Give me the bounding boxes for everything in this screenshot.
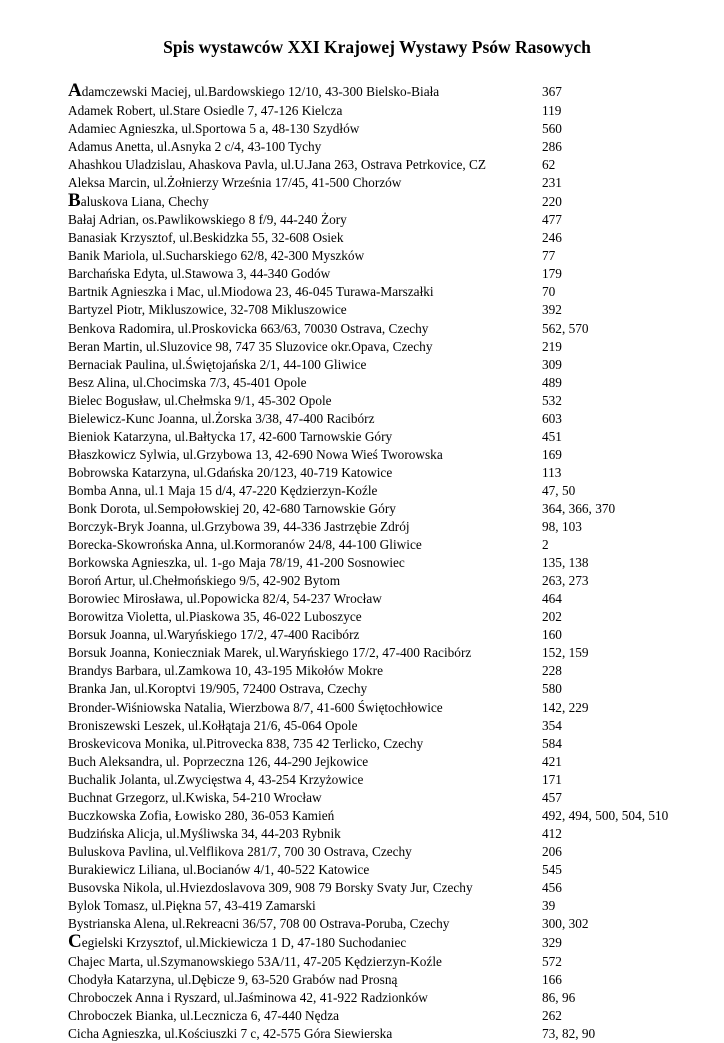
exhibitor-row	[68, 699, 708, 717]
exhibitor-name-address: Besz Alina, ul.Chocimska 7/3, 45-401 Opole	[68, 374, 307, 390]
catalog-numbers: 142, 229	[542, 699, 589, 715]
catalog-numbers: 545	[542, 861, 562, 877]
exhibitor-name-address: Adamus Anetta, ul.Asnyka 2 c/4, 43-100 Tychy	[68, 138, 322, 154]
catalog-numbers: 603	[542, 410, 562, 426]
exhibitor-row	[68, 572, 708, 590]
exhibitor-name-address: Beran Martin, ul.Sluzovice 98, 747 35 Sluzovice okr.Opava, Czechy	[68, 338, 433, 354]
exhibitor-row	[68, 138, 708, 156]
exhibitor-name-address: Ahashkou Uladzislau, Ahaskova Pavla, ul.U.Jana 263, Ostrava Petrkovice, CZ	[68, 156, 487, 172]
catalog-numbers: 206	[542, 843, 562, 859]
catalog-numbers: 451	[542, 428, 562, 444]
exhibitor-row	[68, 753, 708, 771]
exhibitor-name-address: Buluskova Pavlina, ul.Velflikova 281/7, 700 30 Ostrava, Czechy	[68, 843, 412, 859]
exhibitor-name-address: Buchalik Jolanta, ul.Zwycięstwa 4, 43-254 Krzyżowice	[68, 771, 364, 787]
exhibitor-row	[68, 807, 708, 825]
exhibitor-row	[68, 662, 708, 680]
exhibitor-name-address: Buczkowska Zofia, Łowisko 280, 36-053 Kamień	[68, 807, 335, 823]
catalog-numbers: 354	[542, 717, 562, 733]
exhibitor-row	[68, 189, 708, 212]
exhibitor-name-address: Bystrianska Alena, ul.Rekreacni 36/57, 708 00 Ostrava-Poruba, Czechy	[68, 916, 450, 932]
exhibitor-name-address: Borowitza Violetta, ul.Piaskowa 35, 46-022 Luboszyce	[68, 609, 362, 625]
exhibitor-row	[68, 428, 708, 446]
catalog-numbers: 464	[542, 591, 562, 607]
catalog-numbers: 364, 366, 370	[542, 500, 616, 516]
catalog-numbers: 246	[542, 230, 562, 246]
exhibitor-name-address: Borecka-Skowrońska Anna, ul.Kormoranów 24/8, 44-100 Gliwice	[68, 537, 422, 553]
catalog-numbers: 77	[542, 248, 556, 264]
exhibitor-row	[68, 211, 708, 229]
exhibitor-row	[68, 1025, 708, 1043]
exhibitor-name-address: Bielewicz-Kunc Joanna, ul.Żorska 3/38, 47-400 Racibórz	[68, 410, 375, 426]
catalog-numbers: 477	[542, 212, 562, 228]
section-initial-letter: B	[68, 189, 81, 211]
catalog-numbers: 228	[542, 663, 562, 679]
section-initial-letter: C	[68, 931, 82, 953]
exhibitor-name-address: Chajec Marta, ul.Szymanowskiego 53A/11, 47-205 Kędzierzyn-Koźle	[68, 953, 442, 969]
exhibitor-name-address: Cegielski Krzysztof, ul.Mickiewicza 1 D, 47-180 Suchodaniec	[68, 931, 407, 953]
catalog-numbers: 489	[542, 374, 562, 390]
document-title: Spis wystawców XXI Krajowej Wystawy Psów Rasowych	[163, 37, 591, 57]
exhibitor-name-address: Bronder-Wiśniowska Natalia, Wierzbowa 8/7, 41-600 Świętochłowice	[68, 699, 443, 715]
catalog-numbers: 113	[542, 464, 562, 480]
exhibitor-row	[68, 879, 708, 897]
exhibitor-row	[68, 174, 708, 192]
exhibitor-name-address: Baluskova Liana, Chechy	[68, 189, 209, 211]
exhibitor-name-address: Borowiec Mirosława, ul.Popowicka 82/4, 54-237 Wrocław	[68, 591, 382, 607]
exhibitor-row	[68, 680, 708, 698]
exhibitor-row	[68, 1007, 708, 1025]
exhibitor-name-address: Branka Jan, ul.Koroptvi 19/905, 72400 Ostrava, Czechy	[68, 681, 368, 697]
catalog-numbers: 560	[542, 120, 562, 136]
exhibitor-name-address: Banik Mariola, ul.Sucharskiego 62/8, 42-300 Myszków	[68, 248, 365, 264]
exhibitor-row	[68, 446, 708, 464]
exhibitor-row	[68, 265, 708, 283]
exhibitor-row	[68, 156, 708, 174]
exhibitor-row	[68, 861, 708, 879]
exhibitor-row	[68, 464, 708, 482]
exhibitor-row	[68, 392, 708, 410]
catalog-numbers: 231	[542, 174, 562, 190]
exhibitor-row	[68, 536, 708, 554]
exhibitor-row	[68, 644, 708, 662]
catalog-numbers: 70	[542, 284, 556, 300]
catalog-numbers: 62	[542, 156, 556, 172]
catalog-numbers: 457	[542, 789, 562, 805]
exhibitor-name-address: Bartnik Agnieszka i Mac, ul.Miodowa 23, 46-045 Turawa-Marszałki	[68, 284, 434, 300]
exhibitor-name-address: Chodyła Katarzyna, ul.Dębicze 9, 63-520 Grabów nad Prosną	[68, 971, 398, 987]
catalog-numbers: 562, 570	[542, 320, 589, 336]
catalog-numbers: 98, 103	[542, 519, 582, 535]
exhibitor-name-address: Bernaciak Paulina, ul.Świętojańska 2/1, 44-100 Gliwice	[68, 356, 367, 372]
catalog-numbers: 286	[542, 138, 562, 154]
catalog-numbers: 412	[542, 825, 562, 841]
catalog-numbers: 135, 138	[542, 555, 589, 571]
exhibitor-name-address: Buchnat Grzegorz, ul.Kwiska, 54-210 Wrocław	[68, 789, 322, 805]
catalog-numbers: 456	[542, 879, 562, 895]
exhibitor-name-address: Budzińska Alicja, ul.Myśliwska 34, 44-203 Rybnik	[68, 825, 341, 841]
catalog-numbers: 2	[542, 537, 549, 553]
exhibitor-name-address: Borkowska Agnieszka, ul. 1-go Maja 78/19, 41-200 Sosnowiec	[68, 555, 405, 571]
catalog-numbers: 73, 82, 90	[542, 1025, 596, 1041]
exhibitor-row	[68, 608, 708, 626]
exhibitor-name-address: Borsuk Joanna, ul.Waryńskiego 17/2, 47-400 Racibórz	[68, 627, 360, 643]
exhibitor-row	[68, 825, 708, 843]
exhibitor-row	[68, 102, 708, 120]
exhibitor-row	[68, 717, 708, 735]
catalog-numbers: 179	[542, 266, 562, 282]
exhibitor-row	[68, 971, 708, 989]
exhibitor-name-address: Banasiak Krzysztof, ul.Beskidzka 55, 32-608 Osiek	[68, 230, 344, 246]
catalog-numbers: 219	[542, 338, 562, 354]
exhibitor-name-address: Bonk Dorota, ul.Sempołowskiej 20, 42-680 Tarnowskie Góry	[68, 500, 396, 516]
exhibitor-name-address: Bomba Anna, ul.1 Maja 15 d/4, 47-220 Kędzierzyn-Koźle	[68, 482, 378, 498]
catalog-numbers: 300, 302	[542, 916, 589, 932]
catalog-numbers: 262	[542, 1007, 562, 1023]
exhibitor-name-address: Barchańska Edyta, ul.Stawowa 3, 44-340 Godów	[68, 266, 331, 282]
section-initial-letter: A	[68, 80, 82, 101]
exhibitor-name-address: Bieniok Katarzyna, ul.Bałtycka 17, 42-600 Tarnowskie Góry	[68, 428, 393, 444]
catalog-numbers: 171	[542, 771, 562, 787]
exhibitor-name-address: Bielec Bogusław, ul.Chełmska 9/1, 45-302 Opole	[68, 392, 332, 408]
catalog-numbers: 152, 159	[542, 645, 589, 661]
catalog-numbers: 166	[542, 971, 562, 987]
exhibitor-name-address: Błaszkowicz Sylwia, ul.Grzybowa 13, 42-690 Nowa Wieś Tworowska	[68, 446, 443, 462]
exhibitor-name-address: Adamczewski Maciej, ul.Bardowskiego 12/10, 43-300 Bielsko-Biała	[68, 80, 440, 101]
exhibitor-row	[68, 789, 708, 807]
exhibitor-name-address: Benkova Radomira, ul.Proskovicka 663/63, 70030 Ostrava, Czechy	[68, 320, 429, 336]
exhibitor-name-address: Broskevicova Monika, ul.Pitrovecka 838, 735 42 Terlicko, Czechy	[68, 735, 424, 751]
catalog-numbers: 86, 96	[542, 989, 576, 1005]
exhibitor-name-address: Borsuk Joanna, Koniecznіak Marek, ul.Waryńskiego 17/2, 47-400 Racibórz	[68, 645, 472, 661]
exhibitor-row	[68, 915, 708, 933]
catalog-numbers: 572	[542, 953, 562, 969]
exhibitor-row	[68, 301, 708, 319]
exhibitor-row	[68, 283, 708, 301]
exhibitor-name-address: Brandys Barbara, ul.Zamkowa 10, 43-195 Mikołów Mokre	[68, 663, 384, 679]
exhibitor-row	[68, 843, 708, 861]
exhibitor-row	[68, 374, 708, 392]
catalog-numbers: 329	[542, 935, 562, 951]
exhibitor-name-address: Buch Aleksandra, ul. Poprzeczna 126, 44-290 Jejkowice	[68, 753, 369, 769]
catalog-numbers: 263, 273	[542, 573, 589, 589]
exhibitor-row	[68, 500, 708, 518]
catalog-numbers: 220	[542, 193, 562, 209]
exhibitor-name-address: Bałaj Adrian, os.Pawlikowskiego 8 f/9, 44-240 Żory	[68, 212, 347, 228]
exhibitor-name-address: Borczyk-Bryk Joanna, ul.Grzybowa 39, 44-336 Jastrzębie Zdrój	[68, 519, 410, 535]
catalog-numbers: 492, 494, 500, 504, 510	[542, 807, 669, 823]
exhibitor-row	[68, 735, 708, 753]
exhibitor-row	[68, 989, 708, 1007]
exhibitor-name-address: Broniszewski Leszek, ul.Kołłątaja 21/6, 45-064 Opole	[68, 717, 358, 733]
exhibitor-list	[68, 82, 708, 1043]
exhibitor-row	[68, 482, 708, 500]
catalog-numbers: 421	[542, 753, 562, 769]
catalog-numbers: 309	[542, 356, 562, 372]
catalog-numbers: 584	[542, 735, 562, 751]
catalog-numbers: 580	[542, 681, 562, 697]
catalog-numbers: 367	[542, 84, 562, 99]
exhibitor-name-address: Chroboczek Anna i Ryszard, ul.Jaśminowa 42, 41-922 Radzionków	[68, 989, 428, 1005]
exhibitor-row	[68, 320, 708, 338]
exhibitor-row	[68, 953, 708, 971]
exhibitor-row	[68, 626, 708, 644]
exhibitor-row	[68, 897, 708, 915]
exhibitor-row	[68, 518, 708, 536]
catalog-numbers: 392	[542, 302, 562, 318]
exhibitor-name-address: Bartyzel Piotr, Mikluszowice, 32-708 Mikluszowice	[68, 302, 347, 318]
catalog-numbers: 202	[542, 609, 562, 625]
exhibitor-name-address: Bylok Tomasz, ul.Piękna 57, 43-419 Zamarski	[68, 898, 316, 914]
exhibitor-row	[68, 590, 708, 608]
exhibitor-row	[68, 771, 708, 789]
exhibitor-name-address: Aleksa Marcin, ul.Żołnierzy Września 17/45, 41-500 Chorzów	[68, 174, 402, 190]
exhibitor-name-address: Busovska Nikola, ul.Hviezdoslavova 309, 908 79 Borsky Svaty Jur, Czechy	[68, 879, 473, 895]
exhibitor-name-address: Chroboczek Bianka, ul.Lecznicza 6, 47-440 Nędza	[68, 1007, 339, 1023]
exhibitor-row	[68, 120, 708, 138]
exhibitor-name-address: Boroń Artur, ul.Chełmońskiego 9/5, 42-902 Bytom	[68, 573, 341, 589]
exhibitor-row	[68, 410, 708, 428]
exhibitor-row	[68, 356, 708, 374]
catalog-numbers: 39	[542, 898, 556, 914]
exhibitor-row	[68, 338, 708, 356]
exhibitor-name-address: Adamek Robert, ul.Stare Osiedle 7, 47-126 Kielcza	[68, 102, 343, 118]
catalog-numbers: 532	[542, 392, 562, 408]
exhibitor-name-address: Adamiec Agnieszka, ul.Sportowa 5 a, 48-130 Szydłów	[68, 120, 360, 136]
catalog-numbers: 169	[542, 446, 562, 462]
exhibitor-row	[68, 82, 708, 102]
exhibitor-row	[68, 229, 708, 247]
exhibitor-name-address: Burakiewicz Liliana, ul.Bocianów 4/1, 40-522 Katowice	[68, 861, 370, 877]
exhibitor-name-address: Cicha Agnieszka, ul.Kościuszki 7 c, 42-575 Góra Siewierska	[68, 1025, 393, 1041]
catalog-numbers: 119	[542, 102, 562, 118]
catalog-numbers: 47, 50	[542, 482, 576, 498]
exhibitor-row	[68, 933, 708, 953]
catalog-numbers: 160	[542, 627, 562, 643]
exhibitor-row	[68, 554, 708, 572]
exhibitor-name-address: Bobrowska Katarzyna, ul.Gdańska 20/123, 40-719 Katowice	[68, 464, 393, 480]
exhibitor-row	[68, 247, 708, 265]
